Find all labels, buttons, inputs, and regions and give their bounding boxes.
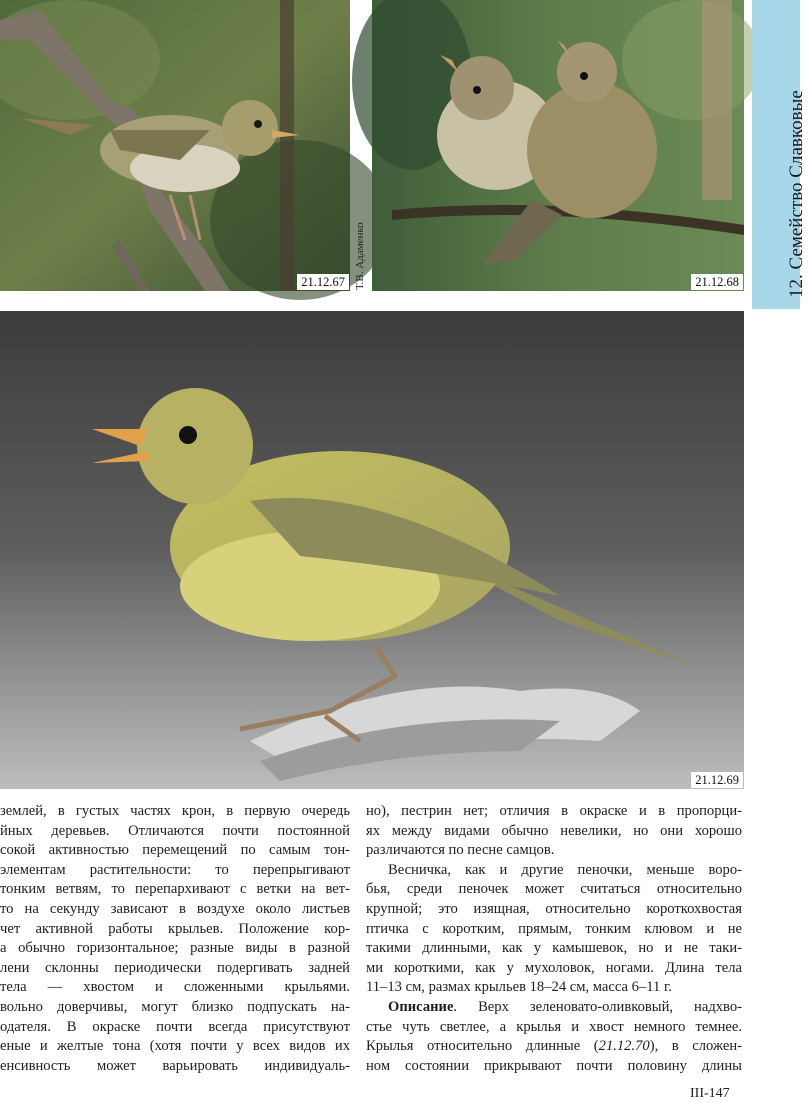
page-number: III-147 [690,1086,730,1101]
figure-reference: 21.12.70 [598,1038,650,1055]
text-line: бья, среди пеночек может считаться относительно [366,881,742,898]
text-column-left [0,802,350,1076]
plate-number: 21.12.69 [691,772,743,788]
text-line: йных деревьев. Отличаются почти постоянной [0,822,350,839]
plate-number: 21.12.68 [691,274,743,290]
photo-warbler-chicks [372,0,744,291]
text-fragment: ), в сложен- [649,1038,742,1055]
text-line: сокой активностью перемещений по самым тон- [0,842,350,859]
text-line [366,1037,742,1057]
text-fragment: Крылья относительно длинные ( [366,1038,599,1055]
text-line: 11–13 см, размах крыльев 18–24 см, масса 6–11 г. [366,979,672,996]
text-line: а обычно горизонтальное; разные виды в разной [0,940,350,957]
text-line: одателя. В окраске почти всегда присутствуют [0,1018,350,1035]
text-line: ях между видами обычно невелики, но они хорошо [366,822,742,839]
text-line: ми короткими, как у мухоловок, ногами. Длина тела [366,959,742,976]
photo-warbler-singing [0,311,744,789]
chapter-title: 12. Семейство Славковые [786,90,807,298]
photo-credit: Т.В. Адаменко [354,222,366,290]
text-line: землей, в густых частях крон, в первую очередь [0,803,350,819]
plate-number: 21.12.67 [297,274,349,290]
text-line: но), пестрин нет; отличия в окраске и в пропорци- [366,803,742,819]
text-line [366,998,742,1018]
text-line: енсивность может варьировать индивидуаль- [0,1057,350,1074]
description-label: Описание [388,998,454,1015]
text-line: стье чуть светлее, а крылья и хвост немного темнее. [366,1018,742,1035]
text-line: ном состоянии прикрывают почти половину длины [366,1057,742,1074]
text-line: тела — хвостом и сложенными крыльями. [0,979,350,996]
text-line: крупной; это изящная, относительно короткохвостая [366,900,742,917]
text-column-right [366,802,742,1076]
text-line: лени склонны периодически подергивать задней [0,959,350,976]
text-fragment: . Верх зеленовато-оливковый, надхво- [453,998,742,1015]
text-line: тонким ветвям, то перепархивают с ветки на вет- [0,881,350,898]
text-line: различаются по песне самцов. [366,842,555,859]
text-line: элементам растительности: то перепрыгивают [0,861,350,878]
text-line: вольно доверчивы, могут близко подпускать на- [0,998,350,1015]
photo-warbler-on-branch [0,0,350,291]
text-line: Весничка, как и другие пеночки, меньше воро- [388,861,742,878]
text-line: такими длинными, как у камышевок, но и не таки- [366,940,742,957]
text-line: то на секунду зависают в воздухе около листьев [0,900,350,917]
text-line: еные и желтые тона (хотя почти у всех видов их [0,1038,350,1055]
chapter-tab [752,0,807,309]
text-line: чет активной работы крыльев. Положение кор- [0,920,350,937]
text-line: птичка с коротким, прямым, тонким клювом и не [366,920,742,937]
